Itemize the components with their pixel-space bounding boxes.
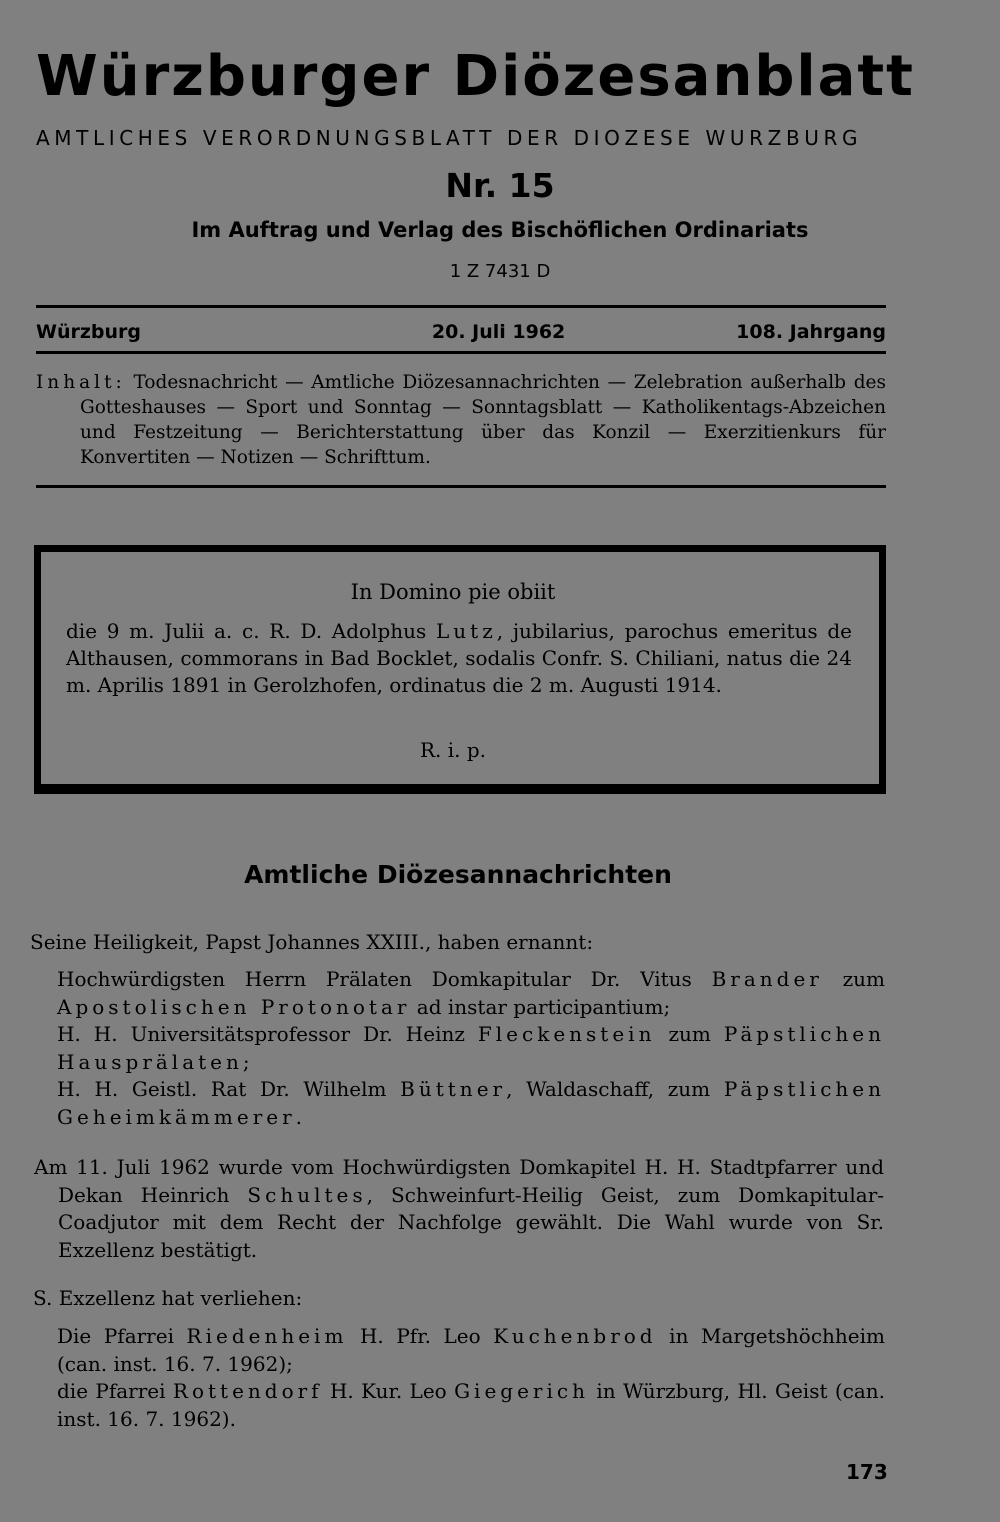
election-text-b: , Schweinfurt-Heilig Geist, zum Domkapitular-Coadjutor mit dem Recht der Nachfolge gewählt. Die Wahl wurde von Sr. Exzellenz bestätigt. [58, 1182, 885, 1262]
conferral-text: Die Pfarrei [57, 1324, 174, 1348]
appointments-list [57, 966, 885, 1131]
conferral-parish: Riedenheim [186, 1324, 348, 1348]
contents-label: Inhalt: [36, 372, 126, 393]
dateline [36, 318, 886, 346]
appointment-text: ; [242, 1049, 250, 1074]
publication-title: Würzburger Diözesanblatt [36, 44, 915, 109]
appointment-role: Päpstlichen Geheimkämmerer [57, 1077, 886, 1129]
appointment-role: Apostolischen Protonotar [57, 994, 411, 1019]
publication-subtitle: AMTLICHES VERORDNUNGSBLATT DER DIOZESE WURZBURG [36, 126, 863, 150]
list-item [57, 1021, 885, 1076]
conferral-parish: Rottendorf [172, 1379, 323, 1403]
obituary-closing: R. i. p. [419, 738, 487, 762]
list-item [57, 1378, 885, 1433]
obituary-name: Lutz [436, 619, 497, 643]
appointment-name: Fleckenstein [477, 1022, 656, 1046]
divider-top [36, 305, 886, 308]
list-item [57, 1076, 885, 1131]
appointments-intro: Seine Heiligkeit, Papst Johannes XXIII., haben ernannt: [30, 930, 594, 954]
appointment-name: Büttner [400, 1077, 507, 1101]
dateline-volume: 108. Jahrgang [736, 321, 886, 343]
dateline-place: Würzburg [36, 321, 142, 343]
election-name: Schultes [247, 1182, 367, 1207]
publisher-line: Im Auftrag und Verlag des Bischöflichen Ordinariats [191, 218, 809, 242]
conferral-text: in Margetshöchheim (can. inst. 16. 7. 1962); [57, 1324, 885, 1376]
issue-number: Nr. 15 [445, 166, 555, 205]
obituary-text-b: , jubilarius, parochus emeritus de Althausen, commorans in Bad Bocklet, sodalis Confr. S. Chiliani, natus die 24 m. Aprilis 1891 in Gerolzhofen, ordinatus die 2 m. Augusti 1914. [66, 619, 852, 697]
conferral-text: H. Kur. Leo [329, 1379, 447, 1403]
election-text-a: Am 11. Juli 1962 wurde vom Hochwürdigsten Domkapitel H. H. Stadtpfarrer und Dekan Heinrich [34, 1155, 884, 1207]
section-title: Amtliche Diözesannachrichten [244, 860, 672, 889]
table-of-contents [36, 370, 886, 470]
divider-bottom [36, 351, 886, 354]
list-item [57, 1323, 885, 1378]
conferral-intro: S. Exzellenz hat verliehen: [33, 1286, 303, 1310]
appointment-text: H. H. Universitätsprofessor Dr. Heinz [57, 1022, 465, 1046]
obituary-text [66, 618, 852, 699]
conferral-text: H. Pfr. Leo [359, 1324, 481, 1348]
appointment-text: . [295, 1104, 303, 1129]
divider-contents [36, 485, 886, 488]
appointment-text: , Waldaschaff, zum [506, 1077, 711, 1101]
election-paragraph [34, 1154, 884, 1264]
page-number: 173 [846, 1460, 888, 1484]
conferral-text: in Würzburg, Hl. Geist (can. inst. 16. 7. 1962). [57, 1379, 886, 1431]
appointment-role: Päpstlichen Hausprälaten [57, 1022, 885, 1074]
contents-text: Todesnachricht — Amtliche Diözesannachrichten — Zelebration außerhalb des Gotteshauses — Sport und Sonntag — Sonntagsblatt — Katholikentags-Abzeichen und Festzeitung — Berichterstattung über das Konzil — Exerzitienkurs für Konvertiten — Notizen — Schrifttum. [80, 372, 886, 468]
conferral-name: Giegerich [454, 1379, 589, 1403]
conferral-name: Kuchenbrod [493, 1324, 657, 1348]
appointment-text: Hochwürdigsten Herrn Prälaten Domkapitular Dr. Vitus [57, 967, 692, 991]
obituary-heading: In Domino pie obiit [350, 580, 556, 604]
obituary-text-a: die 9 m. Julii a. c. R. D. Adolphus [66, 619, 427, 643]
appointment-text: ad instar participantium; [416, 994, 671, 1019]
postal-code: 1 Z 7431 D [449, 261, 551, 282]
appointment-text: zum [668, 1022, 711, 1046]
appointment-name: Brander [711, 967, 823, 991]
list-item [57, 966, 885, 1021]
conferral-text: die Pfarrei [57, 1379, 166, 1403]
conferral-list [57, 1323, 885, 1433]
appointment-text: H. H. Geistl. Rat Dr. Wilhelm [57, 1077, 387, 1101]
appointment-text: zum [842, 967, 886, 991]
dateline-date: 20. Juli 1962 [431, 321, 566, 343]
